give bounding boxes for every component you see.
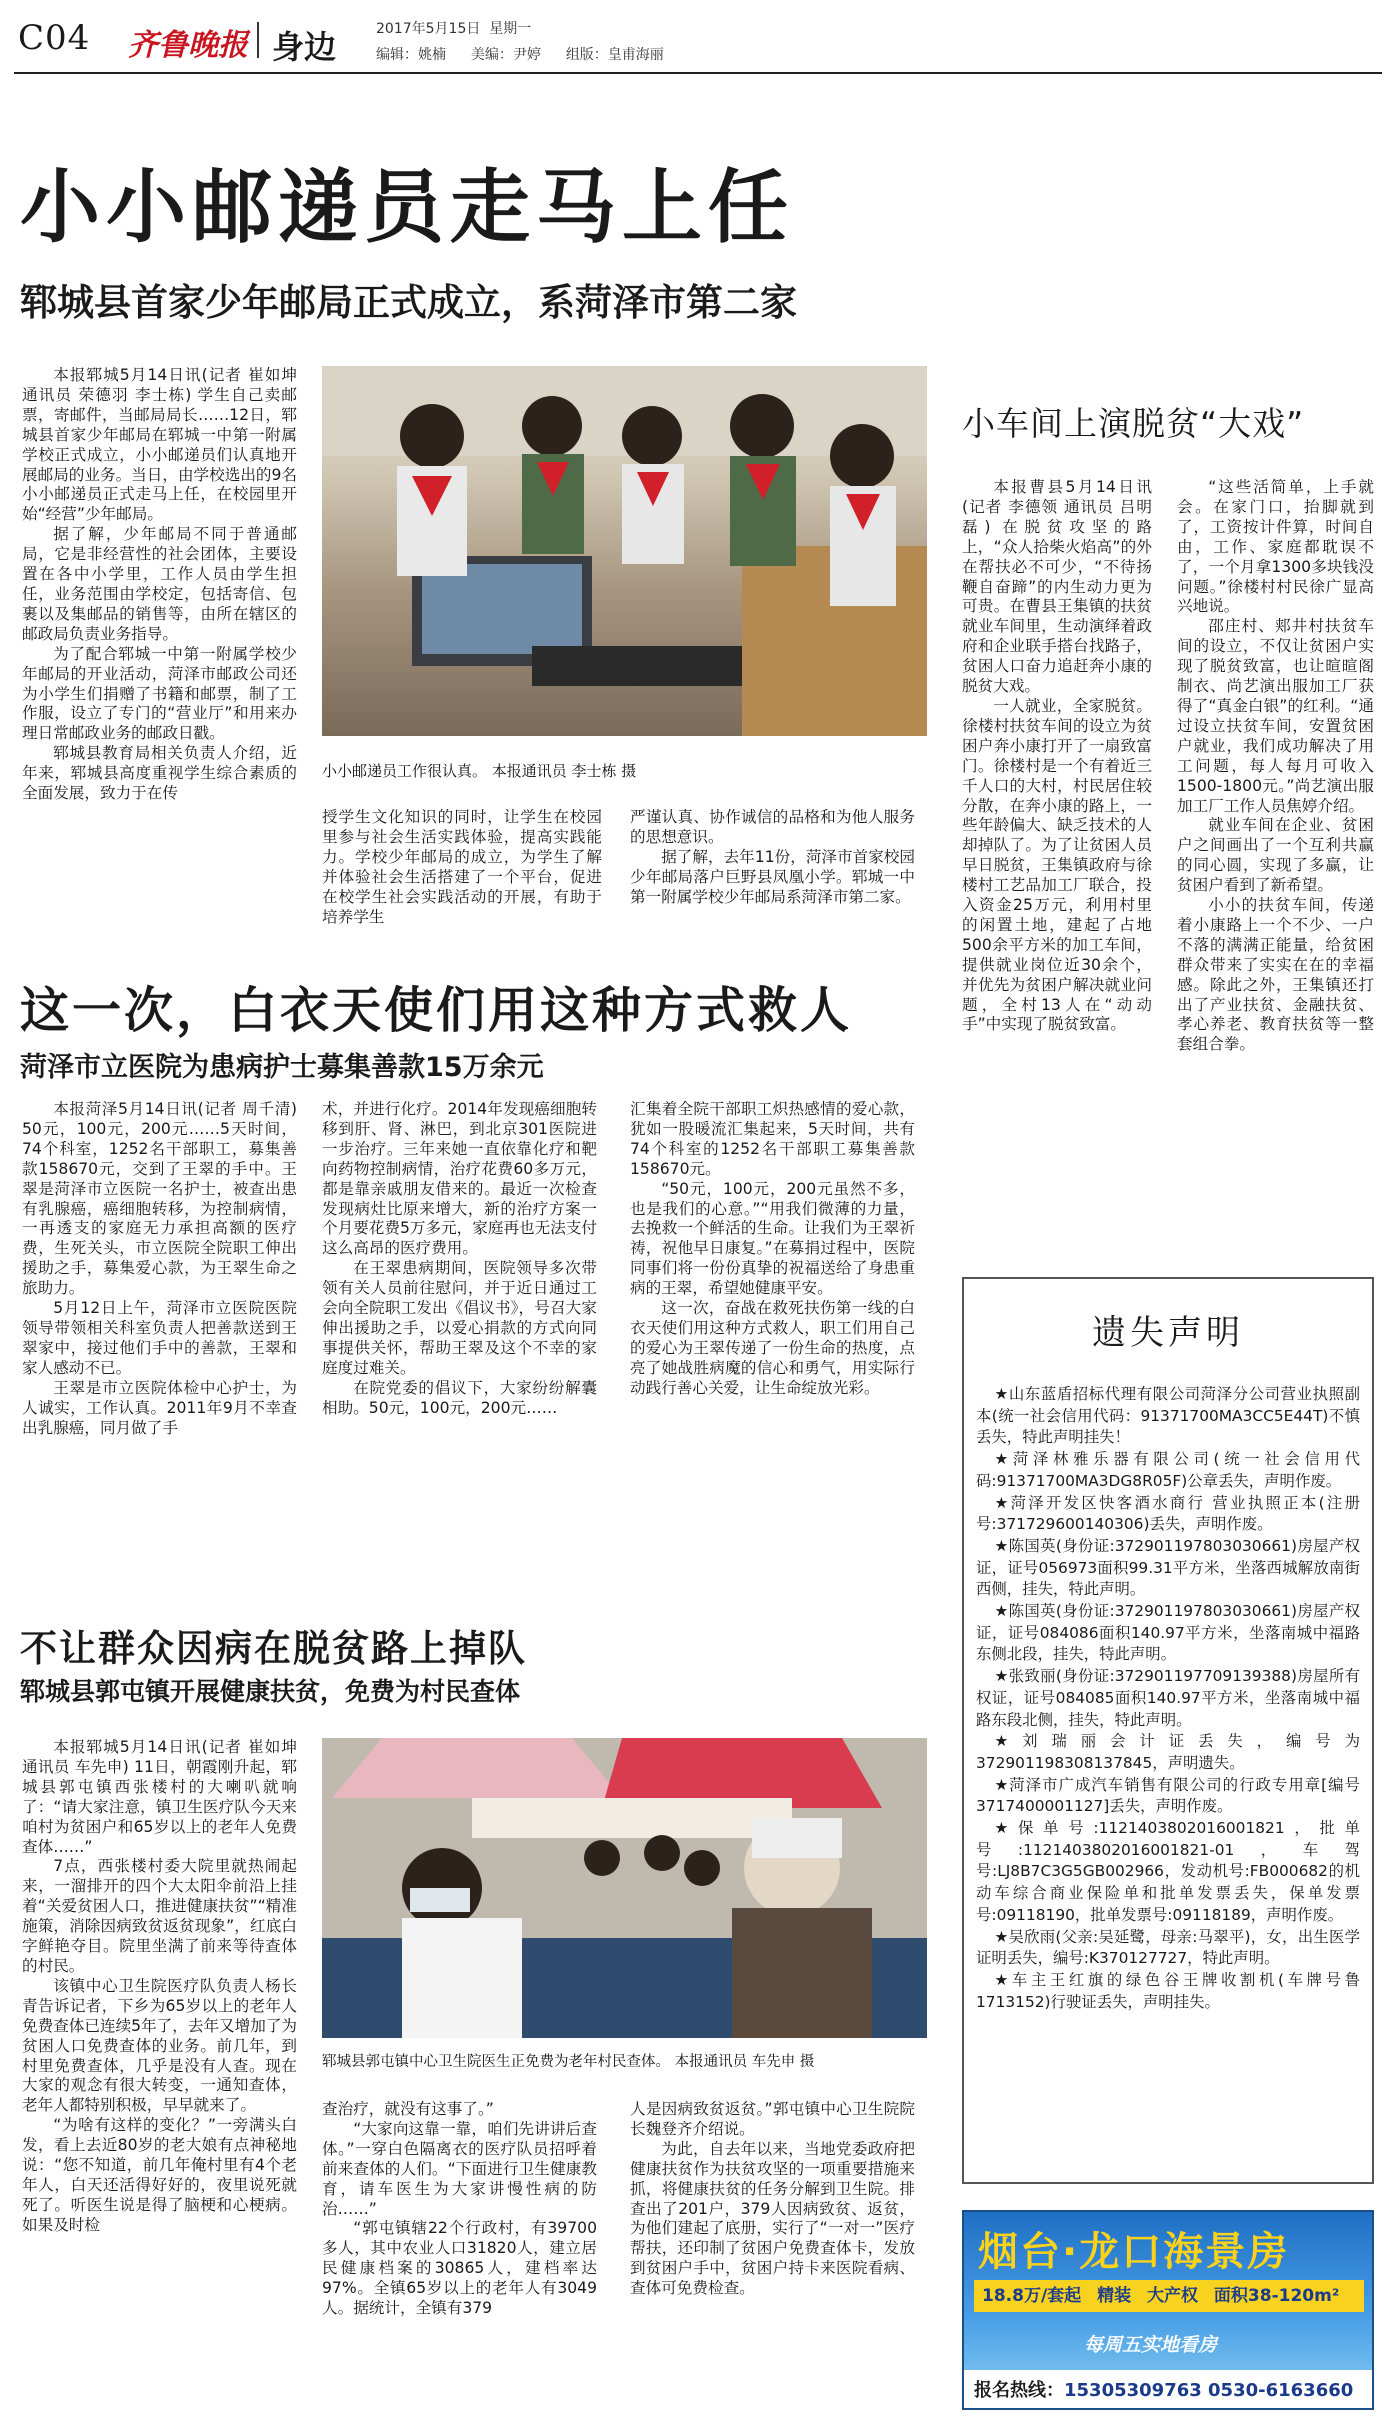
article3-column-3	[630, 1100, 915, 1399]
article1-photo	[322, 366, 927, 736]
article1-para: 据了解，去年11份，菏泽市首家校园少年邮局落户巨野县凤凰小学。郓城一中第一附属学校少年邮局系菏泽市第二家。	[630, 847, 915, 906]
article2-para: 本报曹县5月14日讯(记者 李德领 通讯员 吕明磊) 在脱贫攻坚的路上，“众人拾柴火焰高”的外在帮扶必不可少，“不待扬鞭自奋蹄”的内生动力更为可贵。在曹县王集镇的扶贫就业车间里，生动演绎着政府和企业联手搭台找路子，贫困人口奋力追赶奔小康的脱贫大戏。	[962, 478, 1152, 696]
designer-credit: 美编：尹婷	[470, 47, 541, 63]
notice-item: ★刘瑞丽会计证丢失，编号为372901198308137845，声明遗失。	[976, 1732, 1360, 1772]
article2-para: 邵庄村、郏井村扶贫车间的设立，不仅让贫困户实现了脱贫致富，也让暄暄阁制衣、尚艺演出服加工厂获得了“真金白银”的红利。“通过设立扶贫车间，安置贫困户就业，我们成功解决了用工问题，每人每月可收入1500-1800元。”尚艺演出服加工厂工作人员焦婷介绍。	[1177, 617, 1374, 815]
ad-feature-fitout: 精装	[1097, 2286, 1132, 2306]
notice-item: ★车主王红旗的绿色谷王牌收割机(车牌号鲁1713152)行驶证丢失，声明挂失。	[976, 1970, 1360, 2011]
article4-para: 为此，自去年以来，当地党委政府把健康扶贫作为扶贫攻坚的一项重要措施来抓，将健康扶贫的任务分解到卫生院。排查出了201户，379人因病致贫、返贫，为他们建起了底册，实行了“一对一”医疗帮扶，还印制了贫困户免费查体卡，发放到贫困户手中，贫困户持卡来医院看病、查体可免费检查。	[630, 2139, 915, 2298]
article1-para: 授学生文化知识的同时，让学生在校园里参与社会生活实践体验，提高实践能力。学校少年邮局的成立，为学生了解并体验社会生活搭建了一个平台，促进在校学生社会实践活动的开展，有助于培养学生	[322, 808, 602, 926]
article4-column-1	[22, 1738, 297, 2236]
article1-photo-caption: 小小邮递员工作很认真。 本报通讯员 李士栋 摄	[322, 762, 637, 780]
article3-para: “50元，100元，200元虽然不多，也是我们的心意。”“用我们微薄的力量，去挽救一个鲜活的生命。让我们为王翠祈祷，祝他早日康复。”在募捐过程中，医院同事们将一份份真挚的祝福送给了身患重病的王翠，希望她健康平安。	[630, 1179, 915, 1298]
layout-credit: 组版：皇甫海丽	[565, 47, 664, 63]
notice-item: ★吴欣雨(父亲:吴延鹭，母亲:马翠平)，女，出生医学证明丢失，编号:K370127727，特此声明。	[976, 1927, 1360, 1968]
article1-para: 郓城县教育局相关负责人介绍，近年来，郓城县高度重视学生综合素质的全面发展，致力于在传	[22, 744, 297, 803]
notice-item: ★保单号:11214038020160018​21，批单号:11214038020160018​21-01，车驾号:LJ8B7C3G5GB002966，发动机号:FB000682的机动车综合商业保险单和批单发票丢失，保单发票号:09118190，批单发票号:09118189，声明作废。	[976, 1819, 1360, 1924]
section-name: 身边	[272, 28, 337, 66]
article2-para: 一人就业，全家脱贫。徐楼村扶贫车间的设立为贫困户奔小康打开了一扇致富门。徐楼村是一个有着近三千人口的大村，村民居住较分散，在奔小康的路上，一些年龄偏大、缺乏技术的人却掉队了。为了让贫困人员早日脱贫，王集镇政府与徐楼村工艺品加工厂联合，投入资金25万元，利用村里的闲置土地，建起了占地500余平方米的加工车间，提供就业岗位近30余个，并优先为贫困户解决就业问题，全村13人在“动动手”中实现了脱贫致富。	[962, 696, 1152, 1034]
lost-notice-title: 遗失声明	[1092, 1313, 1244, 1353]
article4-column-2	[322, 2100, 597, 2319]
article2-headline: 小车间上演脱贫“大戏”	[962, 404, 1305, 443]
article3-para: 术，并进行化疗。2014年发现癌细胞转移到肝、肾、淋巴，到北京301医院进一步治疗。三年来她一直依靠化疗和靶向药物控制病情，治疗花费60多万元，都是靠亲戚朋友借来的。最近一次检查发现病灶比原来增大，新的治疗方案一个月要花费5万多元，家庭再也无法支付这么高昂的医疗费用。	[322, 1100, 598, 1258]
article4-para: “郭屯镇辖22个行政村，有39700多人，其中农业人口31820人，建立居民健康档案的30865人，建档率达97%。全镇65岁以上的老年人有3049人。据统计，全镇有379	[322, 2219, 597, 2318]
medical-checkup-illustration	[322, 1738, 927, 2038]
ad-title: 烟台·龙口海景房	[978, 2229, 1290, 2275]
article2-para: “这些活简单，上手就会。在家门口，抬脚就到了，工资按计件算，时间自由，工作、家庭都耽误不了，一个月拿1300多块钱没问题。”徐楼村村民徐广显高兴地说。	[1177, 478, 1374, 616]
article3-para: 汇集着全院干部职工炽热感情的爱心款，犹如一股暖流汇集起来，5天时间，共有74个科室的1252名干部职工募集善款158670元。	[630, 1100, 915, 1178]
article1-para: 严谨认真、协作诚信的品格和为他人服务的思想意识。	[630, 808, 915, 846]
notice-item: ★陈国英(身份证:372901197803030661)房屋产权证，证号056973面积99.31平方米，坐落西城解放南街西侧，挂失，特此声明。	[976, 1536, 1360, 1599]
article1-column-1	[22, 366, 297, 804]
article2-column-2	[1177, 478, 1374, 1055]
article2-para: 就业车间在企业、贫困户之间画出了一个互利共赢的同心圆，实现了多赢，让贫困户看到了新希望。	[1177, 816, 1374, 895]
lost-notice-box	[962, 1277, 1374, 2184]
article1-para: 为了配合郓城一中第一附属学校少年邮局的开业活动，菏泽市邮政公司还为小学生们捐赠了书籍和邮票，制了工作服，设立了专门的“营业厅”和用来办理日常邮政业务的邮政日戳。	[22, 644, 297, 743]
notice-item: ★菏泽开发区快客酒水商行 营业执照正本(注册号:371729600140306)丢失，声明作废。	[976, 1493, 1360, 1534]
article3-subhead: 菏泽市立医院为患病护士募集善款15万余元	[20, 1052, 544, 1083]
article4-photo-caption: 郓城县郭屯镇中心卫生院医生正免费为老年村民查体。 本报通讯员 车先申 摄	[322, 2054, 815, 2070]
masthead	[0, 0, 1395, 75]
article4-para: 本报郓城5月14日讯(记者 崔如坤 通讯员 车先申) 11日，朝霞刚升起，郓城县郭屯镇西张楼村的大喇叭就响了：“请大家注意，镇卫生医疗队今天来咱村为贫困户和65岁以上的老年人免费查体……”	[22, 1738, 297, 1856]
header-rule	[14, 72, 1382, 74]
notice-item: ★菏泽林雅乐器有限公司(统一社会信用代码:91371700MA3DG8R05F)公章丢失，声明作废。	[976, 1450, 1360, 1490]
issue-date: 2017年5月15日	[376, 21, 481, 37]
ad-feature-title: 大产权	[1147, 2286, 1198, 2306]
article4-photo	[322, 1738, 927, 2038]
article1-subhead: 郓城县首家少年邮局正式成立，系菏泽市第二家	[20, 281, 797, 324]
article4-para: 人是因病致贫返贫。”郭屯镇中心卫生院院长魏登齐介绍说。	[630, 2100, 915, 2138]
article3-headline: 这一次，白衣天使们用这种方式救人	[20, 982, 853, 1039]
ad-area: 面积38-120m²	[1213, 2286, 1340, 2306]
article3-para: 王翠是市立医院体检中心护士，为人诚实，工作认真。2011年9月不幸查出乳腺癌，同月做了手	[22, 1378, 297, 1437]
notice-item: ★山东蓝盾招标代理有限公司菏泽分公司营业执照副本(统一社会信用代码：91371700MA3CC5E44T)不慎丢失，特此声明挂失！	[976, 1385, 1360, 1447]
real-estate-ad	[962, 2210, 1374, 2410]
article4-para: 7点，西张楼村委大院里就热闹起来，一溜排开的四个大太阳伞前沿上挂着“关爱贫困人口，推进健康扶贫”“精准施策，消除因病致贫返贫现象”，红底白字鲜艳夺目。院里坐满了前来等待查体的村民。	[22, 1857, 297, 1975]
article2-column-1	[962, 478, 1152, 1035]
article2-para: 小小的扶贫车间，传递着小康路上一个不少、一户不落的满满正能量，给贫困群众带来了实实在在的幸福感。除此之外，王集镇还打出了产业扶贫、金融扶贫、孝心养老、教育扶贫等一整套组合拳。	[1177, 896, 1374, 1054]
children-at-computer-illustration	[322, 366, 927, 736]
article1-column-3	[630, 808, 915, 908]
editor-credit: 编辑：姚楠	[376, 47, 446, 63]
article4-para: “为啥有这样的变化？”一旁满头白发，看上去近80岁的老大娘有点神秘地说：“您不知道，前几年俺村里有4个老年人，白天还活得好好的，夜里说死就死了。听医生说是得了脑梗和心梗病。如果及时检	[22, 2116, 297, 2234]
page-number: C04	[18, 18, 91, 58]
notice-item: ★张致丽(身份证:372901197709139388)房屋所有权证，证号084085面积140.97平方米，坐落南城中福路东段北侧，挂失，特此声明。	[976, 1667, 1360, 1729]
article3-para: 这一次，奋战在救死扶伤第一线的白衣天使们用这种方式救人，职工们用自己的爱心为王翠传递了一份生命的热度，点亮了她战胜病魔的信心和勇气，用实际行动践行善心关爱，让生命绽放光彩。	[630, 1299, 915, 1397]
article4-subhead: 郓城县郭屯镇开展健康扶贫，免费为村民查体	[20, 1677, 521, 1706]
article1-para: 本报郓城5月14日讯(记者 崔如坤 通讯员 荣德羽 李士栋) 学生自己卖邮票，寄邮件，当邮局局长……12日，郓城县首家少年邮局在郓城一中第一附属学校正式成立，小小邮递员们认真地开展邮局的业务。当日，由学校选出的9名小小邮递员正式走马上任，在校园里开始“经营”少年邮局。	[22, 366, 298, 524]
article3-para: 本报菏泽5月14日讯(记者 周千清) 50元，100元，200元……5天时间，74个科室，1252名干部职工，募集善款158670元，交到了王翠的手中。王翠是菏泽市立医院一名护士，被查出患有乳腺癌，癌细胞转移，为控制病情，一再透支的家庭无力承担高额的医疗费，生死关头，市立医院全院职工伸出援助之手，募集爱心款，为王翠生命之旅助力。	[22, 1100, 297, 1298]
article4-column-3	[630, 2100, 915, 2299]
article4-para: 该镇中心卫生院医疗队负责人杨长青告诉记者，下乡为65岁以上的老年人免费查体已连续5年了，去年又增加了为贫困人口免费查体的业务。前几年，到村里免费查体，几乎是没有人查。现在大家的观念有很大转变，一通知查体，老年人都特别积极，早早就来了。	[22, 1976, 298, 2115]
article3-column-1	[22, 1100, 297, 1438]
article1-headline: 小小邮递员走马上任	[20, 161, 794, 254]
ad-tour-line: 每周五实地看房	[1084, 2334, 1218, 2356]
article3-para: 在王翠患病期间，医院领导多次带领有关人员前往慰问，并于近日通过工会向全院职工发出《倡议书》，号召大家伸出援助之手，以爱心捐款的方式向同事提供关怀，帮助王翠及这个不幸的家庭度过难关。	[322, 1259, 597, 1377]
notice-item: ★陈国英(身份证:372901197803030661)房屋产权证，证号084086面积140.97平方米，坐落南城中福路东侧北段，挂失，特此声明。	[976, 1602, 1360, 1664]
article3-para: 5月12日上午，菏泽市立医院医院领导带领相关科室负责人把善款送到王翠家中，接过他们手中的善款，王翠和家人感动不已。	[22, 1299, 297, 1377]
article1-para: 据了解，少年邮局不同于普通邮局，它是非经营性的社会团体，主要设置在各中小学里，工作人员由学生担任，业务范围由学校定，包括寄信、包裹以及集邮品的销售等，由所在辖区的邮政局负责业务指导。	[22, 525, 297, 643]
ad-price: 18.8万/套起	[982, 2286, 1082, 2306]
article3-column-2	[322, 1100, 597, 1419]
article4-para: “大家向这靠一靠，咱们先讲讲后查体。”一穿白色隔离衣的医疗队员招呼着前来查体的人们。“下面进行卫生健康教育，请车医生为大家讲慢性病的防治……”	[322, 2119, 597, 2218]
article1-column-2	[322, 808, 602, 927]
article4-headline: 不让群众因病在脱贫路上掉队	[20, 1627, 527, 1670]
issue-weekday: 星期一	[489, 21, 532, 37]
article3-para: 在院党委的倡议下，大家纷纷解囊相助。50元，100元，200元……	[322, 1378, 597, 1417]
notice-item: ★菏泽市广成汽车销售有限公司的行政专用章[编号3717400001127]丢失，声明作废。	[976, 1775, 1360, 1816]
ad-hotline-label: 报名热线：	[974, 2380, 1064, 2401]
ad-hotline[interactable]: 15305309763 0530-6163660	[1064, 2380, 1354, 2401]
paper-logo: 齐鲁晚报	[128, 28, 248, 63]
article4-para: 查治疗，就没有这事了。”	[322, 2100, 494, 2118]
header-divider	[257, 22, 259, 58]
